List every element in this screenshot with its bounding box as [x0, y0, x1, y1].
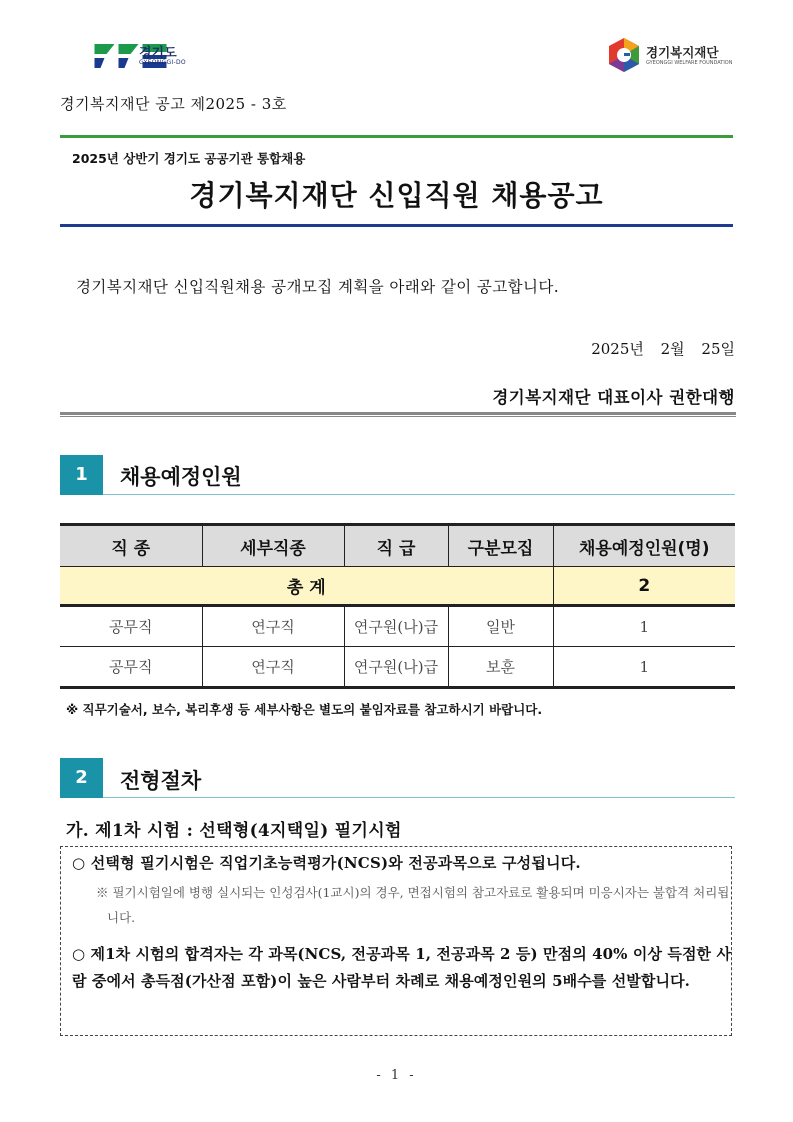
signature-rule	[60, 412, 736, 415]
notice-number: 경기복지재단 공고 제2025 - 3호	[60, 95, 287, 113]
table-cell: 연구원(나)급	[344, 647, 448, 688]
notice-date: 2025년 2월 25일	[591, 340, 735, 358]
table-cell: 보훈	[448, 647, 553, 688]
gyeonggi-logo-text: 경기도	[139, 46, 177, 61]
table-cell: 공무직	[60, 647, 202, 688]
exam-bullet-1: ○ 선택형 필기시험은 직업기초능력평가(NCS)와 전공과목으로 구성됩니다.	[72, 854, 581, 872]
table-cell: 일반	[448, 606, 553, 647]
total-label: 총 계	[60, 567, 553, 606]
title-bottom-rule	[60, 224, 733, 227]
table-cell: 공무직	[60, 606, 202, 647]
section1-rule	[103, 494, 735, 495]
welfare-foundation-logo-text: 경기복지재단	[646, 45, 719, 60]
table-cell: 연구직	[202, 647, 344, 688]
section1-number-badge: 1	[60, 455, 103, 495]
signature: 경기복지재단 대표이사 권한대행	[492, 388, 735, 407]
gyeonggi-logo-subtext: GYEONGGI-DO	[139, 59, 186, 66]
step-title: 가. 제1차 시험 : 선택형(4지택일) 필기시험	[66, 821, 402, 841]
table-header-cell: 직 종	[60, 525, 202, 567]
title-top-rule	[60, 135, 733, 138]
section2-number-badge: 2	[60, 758, 103, 798]
table-cell: 연구원(나)급	[344, 606, 448, 647]
table-cell: 1	[553, 606, 735, 647]
table-header-row	[60, 525, 735, 567]
table-header-cell: 채용예정인원(명)	[553, 525, 735, 567]
exam-bullet-2: ○ 제1차 시험의 합격자는 각 과목(NCS, 전공과목 1, 전공과목 2 등) 만점의 40% 이상 득점한 사람 중에서 총득점(가산점 포함)이 높은 사람부터 차례로 채용예정인원의 5배수를 선발합니다.	[72, 945, 732, 990]
total-value: 2	[553, 567, 735, 606]
page-number: - 1 -	[376, 1068, 417, 1083]
section2-rule	[103, 797, 735, 798]
recruitment-table	[60, 523, 735, 689]
exam-bullet-1-note: ※ 필기시험일에 병행 실시되는 인성검사(1교시)의 경우, 면접시험의 참고자료로 활용되며 미응시자는 불합격 처리됩니다.	[96, 885, 730, 925]
page-title: 경기복지재단 신입직원 채용공고	[189, 179, 604, 212]
table-row	[60, 606, 735, 647]
welfare-foundation-logo-icon	[607, 37, 641, 73]
section2-title: 전형절차	[120, 769, 202, 793]
gyeonggi-logo-icon	[60, 40, 200, 72]
title-subtitle: 2025년 상반기 경기도 공공기관 통합채용	[72, 151, 306, 166]
intro-text: 경기복지재단 신입직원채용 공개모집 계획을 아래와 같이 공고합니다.	[76, 278, 560, 296]
table-header-cell: 세부직종	[202, 525, 344, 567]
table-note: ※ 직무기술서, 보수, 복리후생 등 세부사항은 별도의 붙임자료를 참고하시기 바랍니다.	[66, 702, 543, 717]
signature-rule-thin	[60, 416, 736, 417]
table-row	[60, 647, 735, 688]
table-header-cell: 직 급	[344, 525, 448, 567]
table-total-row	[60, 567, 735, 606]
section1-title: 채용예정인원	[120, 465, 242, 489]
table-cell: 1	[553, 647, 735, 688]
welfare-foundation-logo-subtext: GYEONGGI WELFARE FOUNDATION	[646, 60, 733, 66]
table-cell: 연구직	[202, 606, 344, 647]
table-header-cell: 구분모집	[448, 525, 553, 567]
